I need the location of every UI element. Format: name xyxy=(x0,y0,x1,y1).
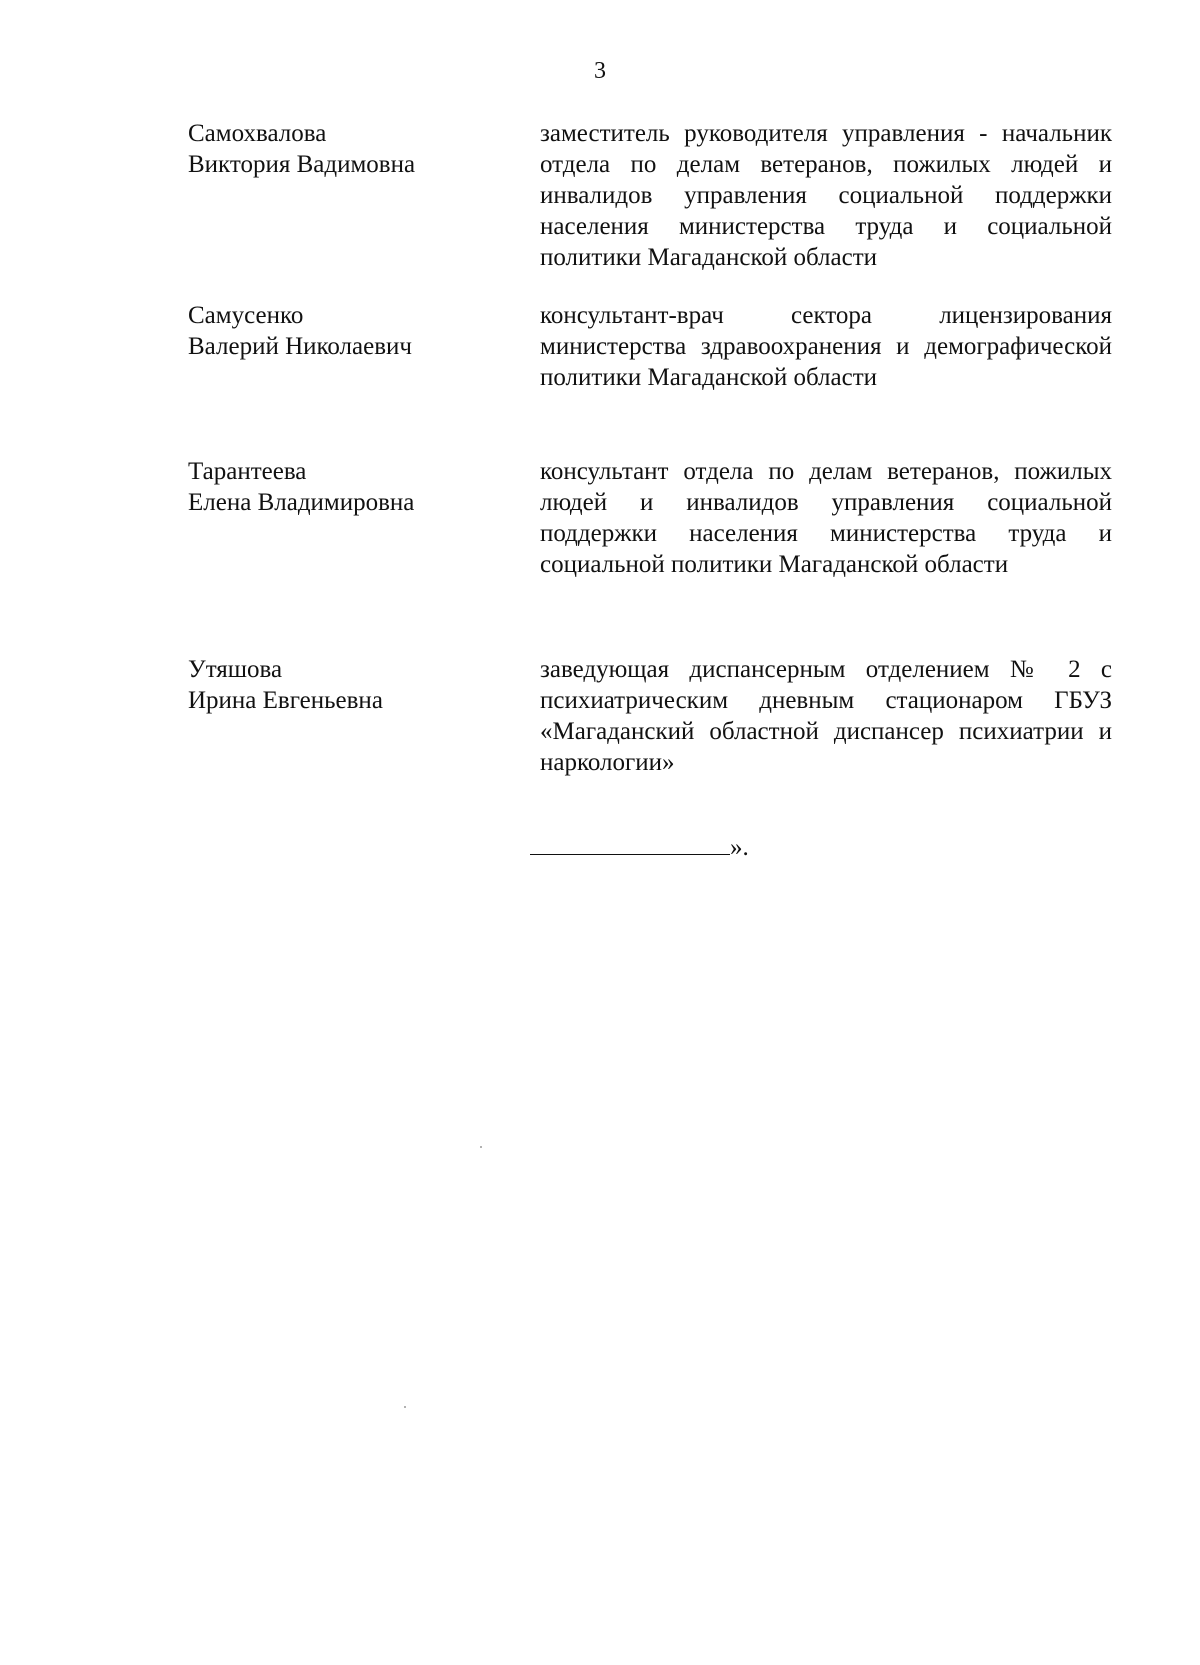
member-position: консультант отдела по делам ветеранов, пожилых людей и инвалидов управления социальной поддержки населения министерства труда и социальной политики Магаданской области xyxy=(540,458,1112,578)
scan-speck xyxy=(404,1406,406,1408)
member-surname: Самусенко xyxy=(188,302,304,329)
member-given-names: Елена Владимировна xyxy=(188,489,415,516)
member-surname: Тарантеева xyxy=(188,458,307,485)
signature-underline xyxy=(530,832,730,855)
member-full-name xyxy=(188,456,508,518)
member-full-name xyxy=(188,654,508,716)
member-surname: Утяшова xyxy=(188,656,283,683)
member-full-name xyxy=(188,300,508,362)
member-position: заведующая диспансерным отделением № 2 с психиатрическим дневным стационаром ГБУЗ «Магаданский областной диспансер психиатрии и наркологии» xyxy=(540,656,1112,776)
member-position: консультант-врач сектора лицензирования министерства здравоохранения и демографической политики Магаданской области xyxy=(540,302,1112,391)
member-given-names: Ирина Евгеньевна xyxy=(188,687,383,714)
page-number: 3 xyxy=(594,58,606,84)
closing-quote: ». xyxy=(730,834,749,861)
member-surname: Самохвалова xyxy=(188,120,327,147)
member-position: заместитель руководителя управления - начальник отдела по делам ветеранов, пожилых людей и инвалидов управления социальной поддержки населения министерства труда и социальной политики Магаданской области xyxy=(540,120,1112,271)
scan-speck xyxy=(480,1146,482,1148)
member-given-names: Валерий Николаевич xyxy=(188,333,412,360)
member-full-name xyxy=(188,118,508,180)
closing-mark xyxy=(530,832,749,863)
member-given-names: Виктория Вадимовна xyxy=(188,151,416,178)
